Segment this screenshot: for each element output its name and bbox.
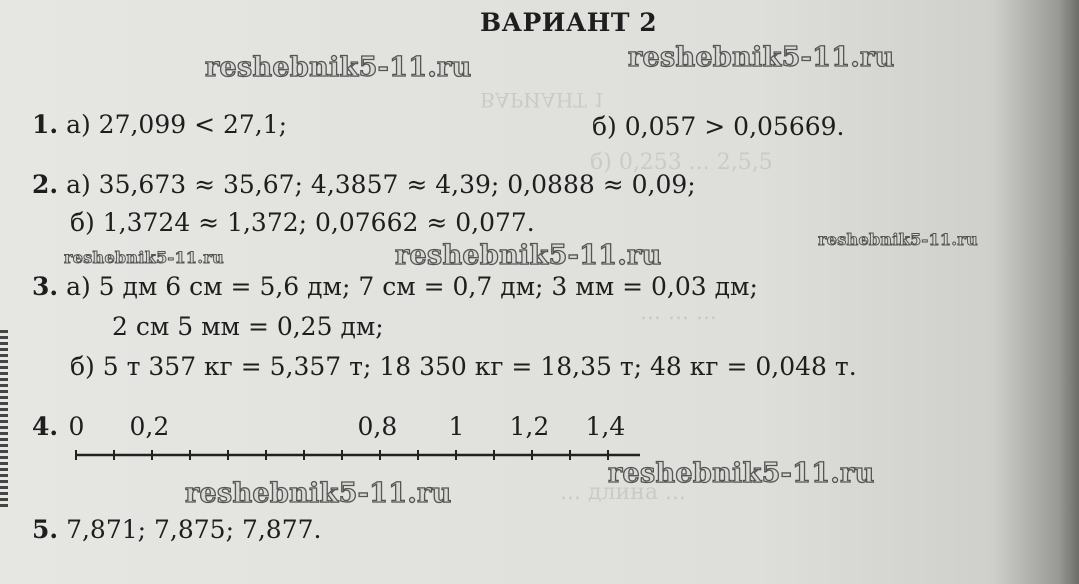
- task-2-b: б) 1,3724 ≈ 1,372; 0,07662 ≈ 0,077.: [70, 208, 535, 237]
- watermark: reshebnik5-11.ru: [628, 42, 895, 73]
- number-line-label: 0,2: [129, 412, 170, 441]
- watermark: reshebnik5-11.ru: [395, 240, 662, 271]
- bleed-through-text: ... ... ...: [640, 300, 717, 325]
- page-edge-marks: [0, 330, 8, 510]
- task-3-a2: 2 см 5 мм = 0,25 дм;: [112, 312, 384, 341]
- task-number: 1.: [32, 110, 59, 139]
- watermark: reshebnik5-11.ru: [64, 248, 224, 267]
- task-3: [32, 272, 758, 301]
- number-line-label: 0,8: [357, 412, 398, 441]
- watermark: reshebnik5-11.ru: [205, 52, 472, 83]
- task-number: 3.: [32, 272, 59, 301]
- number-line-label: 1,4: [585, 412, 626, 441]
- bleed-through-text: б) 0,253 ... 2,5,5: [590, 150, 773, 175]
- number-line-label: 1: [448, 412, 465, 441]
- watermark: reshebnik5-11.ru: [185, 478, 452, 509]
- variant-title: ВАРИАНТ 2: [480, 8, 658, 37]
- task-number: 5.: [32, 515, 59, 544]
- task-2-a: а) 35,673 ≈ 35,67; 4,3857 ≈ 4,39; 0,0888 ≈ 0,09;: [66, 170, 696, 199]
- task-5-text: 7,871; 7,875; 7,877.: [66, 515, 322, 544]
- task-5: [32, 515, 321, 544]
- task-3-a1: а) 5 дм 6 см = 5,6 дм; 7 см = 0,7 дм; 3 мм = 0,03 дм;: [66, 272, 758, 301]
- watermark: reshebnik5-11.ru: [608, 458, 875, 489]
- task-2: [32, 170, 696, 199]
- bleed-through-text: ... длина ...: [560, 480, 686, 505]
- task-number: 2.: [32, 170, 59, 199]
- task-1: [32, 110, 287, 139]
- task-number: 4.: [32, 412, 59, 441]
- task-1-a: а) 27,099 < 27,1;: [66, 110, 288, 139]
- number-line-label: 0: [68, 412, 85, 441]
- task-3-b: б) 5 т 357 кг = 5,357 т; 18 350 кг = 18,35 т; 48 кг = 0,048 т.: [70, 352, 857, 381]
- task-1-b: б) 0,057 > 0,05669.: [592, 112, 845, 141]
- task-4-number: [32, 412, 58, 441]
- bleed-through-text: ВАРИАНТ 1: [480, 88, 606, 112]
- number-line-label: 1,2: [509, 412, 550, 441]
- watermark: reshebnik5-11.ru: [818, 230, 978, 249]
